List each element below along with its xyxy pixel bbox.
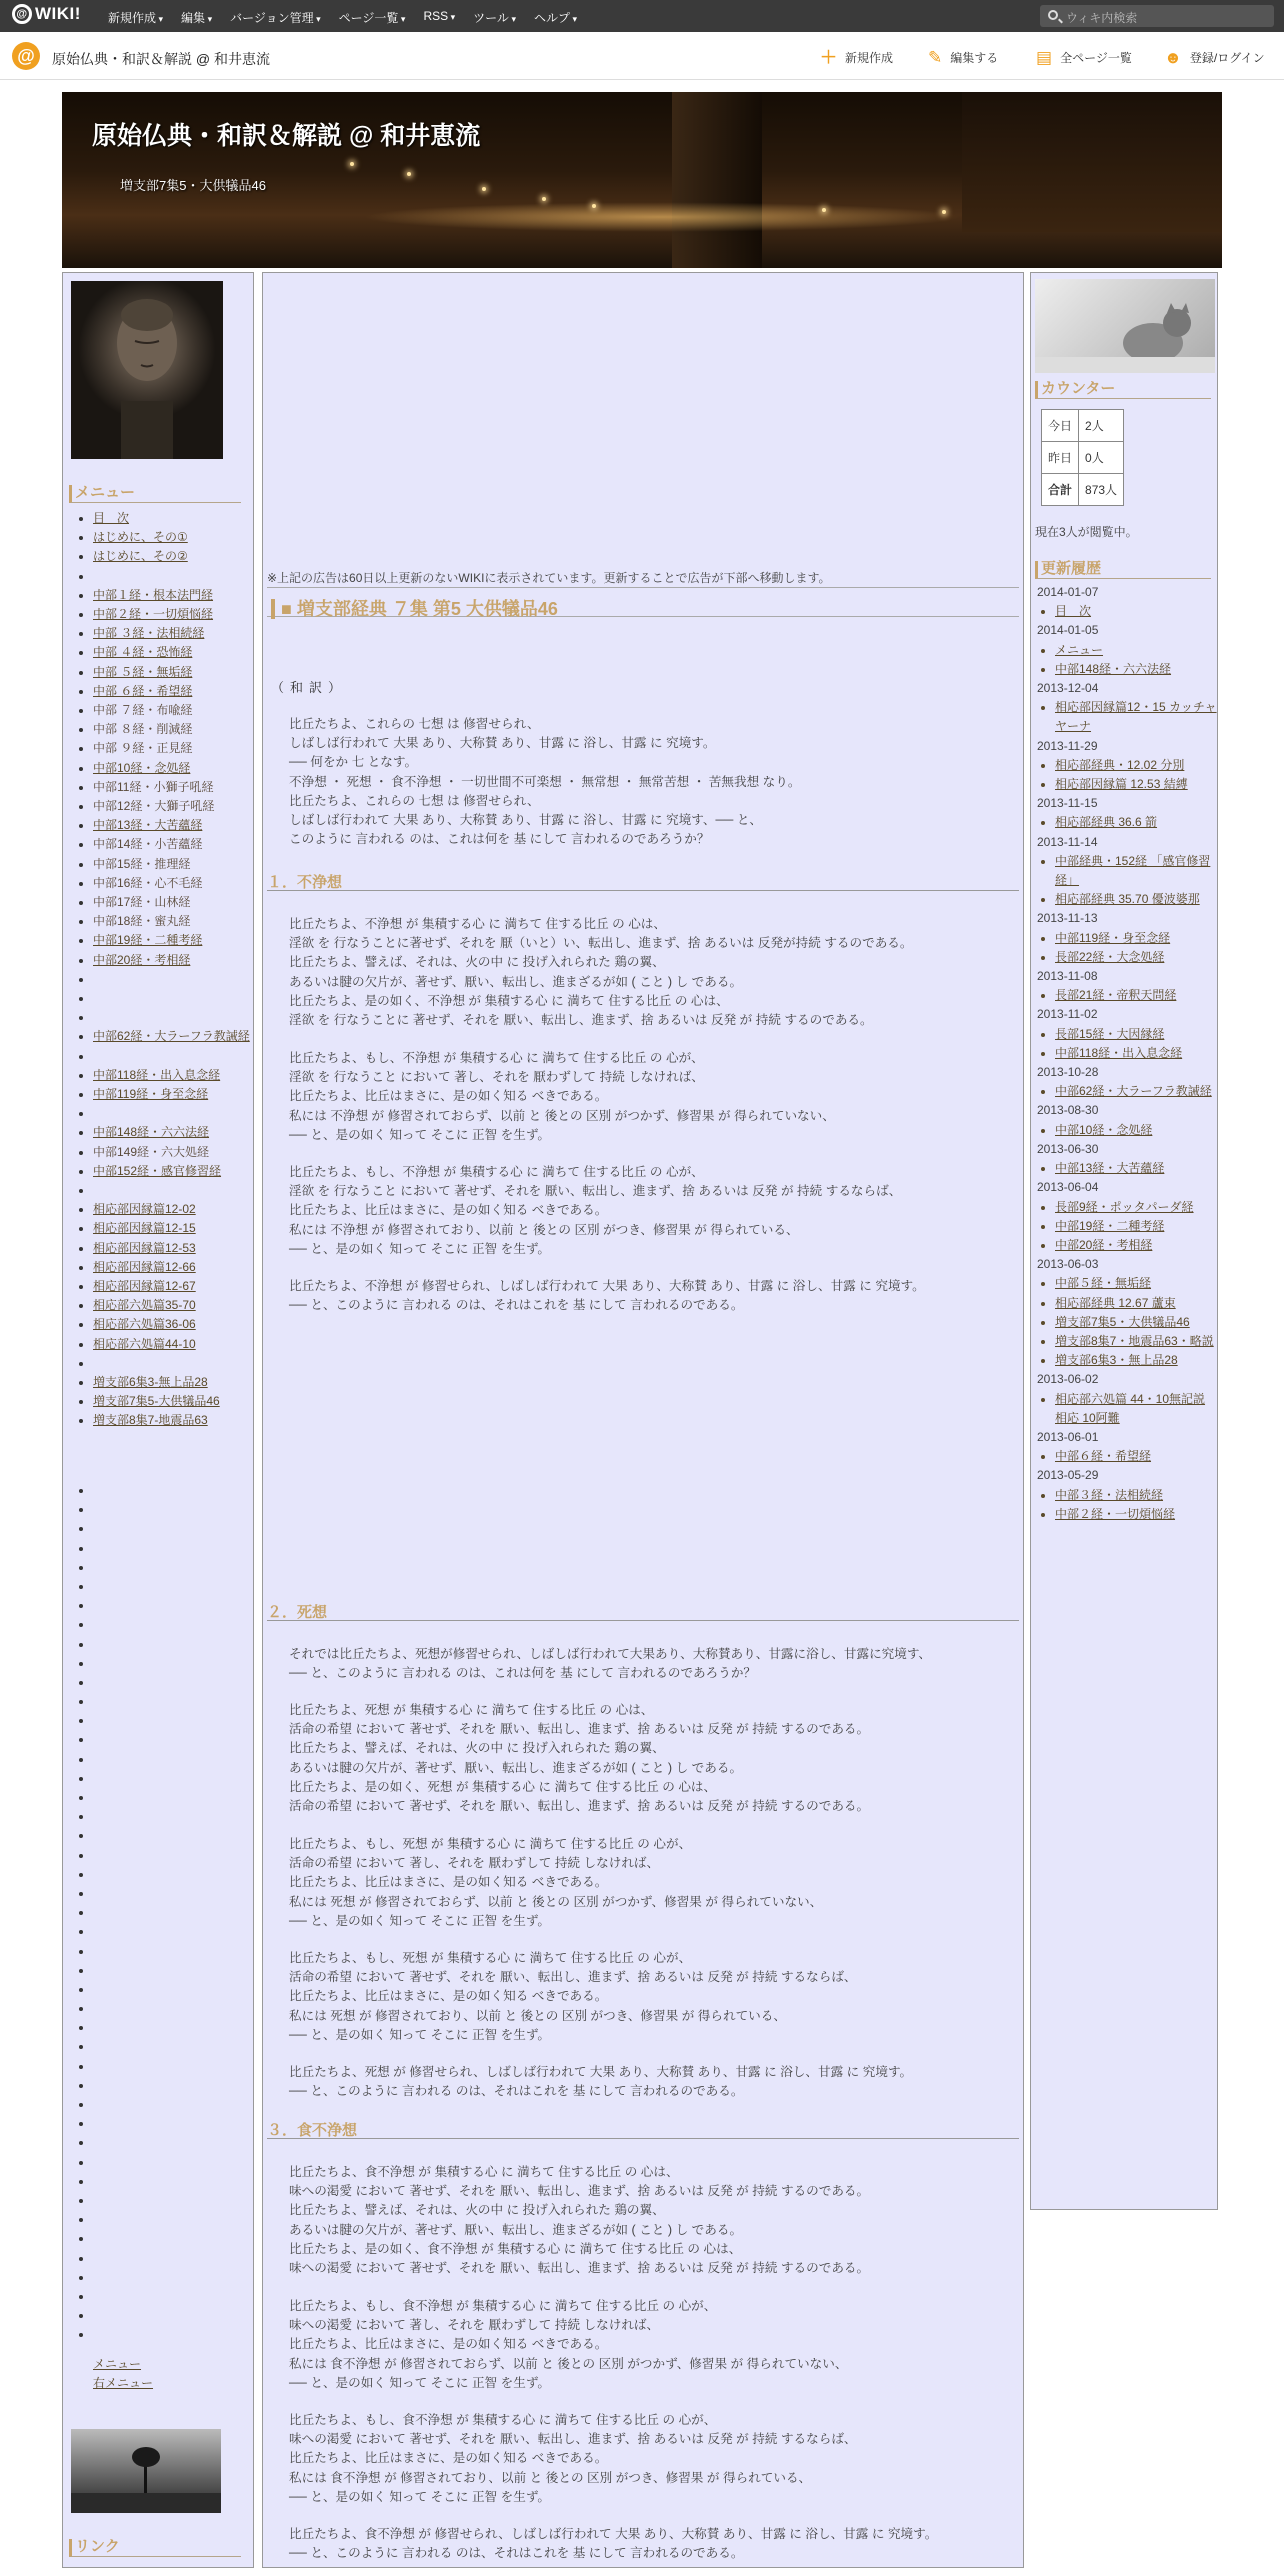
section-1-para-3: 比丘たちよ、もし、不浄想 が 集積する心 に 満ちて 住する比丘 の 心が、 淫欲 を 行なうこと において 著せず、それを 厭い、転出し、進まず、捨 あるいは 反発 が 持続 するならば、 比丘たちよ、比丘はまさに、是の如く知る べきである。 私には 不浄想 が 修習されており、以前 と 後との 区別 がつき、修習果 が 得られている、 ── と、是の如く 知って そこに 正智 を生ず。 xyxy=(289,1165,902,1256)
counter-row xyxy=(1042,410,1124,442)
menu-item[interactable] xyxy=(93,931,250,950)
pencil-icon: ✎ xyxy=(928,47,943,67)
recent-item-label: 中部148経・六六法経 xyxy=(1055,661,1172,676)
recent-item-label: 中部５経・無垢経 xyxy=(1055,1276,1152,1291)
menu-item[interactable] xyxy=(93,643,250,662)
ad-notice: ※上記の広告は60日以上更新のないWIKIに表示されています。更新することで広告が下部へ移動します。 xyxy=(267,571,831,585)
link-heading: リンク xyxy=(69,2539,241,2557)
menu-item[interactable] xyxy=(93,624,250,643)
counter-value: 873人 xyxy=(1079,474,1124,506)
menu-item-label: 中部13経・大苦蘊経 xyxy=(93,818,203,833)
recent-item[interactable] xyxy=(1055,698,1217,736)
recent-item[interactable] xyxy=(1055,1044,1217,1063)
menu-item-label: 中部 ７経・布喩経 xyxy=(93,703,193,718)
menu-item-label: 中部149経・六大処経 xyxy=(93,1144,210,1159)
menu-empty-list xyxy=(81,1481,93,2344)
recent-item-label: 相応部因縁篇 12.53 結縛 xyxy=(1055,777,1188,792)
menu-item-label: 中部12経・大獅子吼経 xyxy=(93,799,215,814)
recent-item[interactable] xyxy=(1055,1198,1217,1217)
top-menu xyxy=(108,9,595,26)
menu-item-label: 中部 ６経・希望経 xyxy=(93,683,193,698)
counter-label: 昨日 xyxy=(1042,442,1079,474)
menu-item-label: 相応部六処篇36-06 xyxy=(93,1317,196,1332)
left-sidebar xyxy=(62,272,254,2568)
menu-item[interactable] xyxy=(93,1315,250,1334)
counter-value: 0人 xyxy=(1079,442,1124,474)
recent-item[interactable] xyxy=(1055,660,1217,679)
menu-item xyxy=(93,912,250,931)
menu-item-label: はじめに、その① xyxy=(93,530,188,545)
section-2-para-3: 比丘たちよ、もし、死想 が 集積する心 に 満ちて 住する比丘 の 心が、 活命の希望 において 著せず、それを 厭い、転出し、進まず、捨 あるいは 反発 が 持続 するならば、 比丘たちよ、比丘はまさに、是の如く知る べきである。 私には 死想 が 修習されており、以前 と 後との 区別 がつき、修習果 が 得られている、 ── と、是の如く 知って そこに 正智 を生ず。 xyxy=(289,1951,857,2042)
counter-label: 合計 xyxy=(1042,474,1079,506)
section-1-para-2: 比丘たちよ、もし、不浄想 が 集積する心 に 満ちて 住する比丘 の 心が、 淫欲 を 行なうこと において 著し、それを 厭わずして 持続 しなければ、 比丘たちよ、比丘はまさに、是の如く知る べきである。 私には 不浄想 が 修習されておらず、以前 と 後との 区別 がつかず、修習果 が 得られていない、 ── と、是の如く 知って そこに 正智 を生ず。 xyxy=(289,1051,835,1142)
recent-item-label: 中部119経・身至念経 xyxy=(1055,930,1171,945)
recent-item-label: 中部２経・一切煩悩経 xyxy=(1055,1506,1176,1521)
login-button[interactable] xyxy=(1164,49,1265,66)
menu-item-label: 相応部因縁篇12-67 xyxy=(93,1279,196,1294)
recent-item[interactable] xyxy=(1055,852,1217,890)
menu-item-label: 中部２経・一切煩悩経 xyxy=(93,607,214,621)
menu-item xyxy=(93,701,250,720)
menu-item[interactable] xyxy=(93,1162,250,1181)
recent-item-label: 増支部8集7・地震品63・略説 xyxy=(1055,1333,1214,1348)
translation-label: （和訳） xyxy=(271,680,348,695)
recent-date: 2013-06-01 xyxy=(1037,1429,1099,1444)
wiki-header xyxy=(0,32,1284,80)
all-pages-label: 全ページ一覧 xyxy=(1060,51,1132,65)
menu-item-label: 増支部6集3-無上品28 xyxy=(93,1375,208,1390)
menu-item-label: 中部20経・考相経 xyxy=(93,952,191,967)
recent-date: 2013-08-30 xyxy=(1037,1103,1099,1118)
recent-item[interactable] xyxy=(1055,890,1217,909)
section-2-para-1: 比丘たちよ、死想 が 集積する心 に 満ちて 住する比丘 の 心は、 活命の希望 において 著せず、それを 厭い、転出し、進まず、捨 あるいは 反発 が 持続 するのである。 比丘たちよ、譬えば、それは、火の中 に 投げ入れられた 鶏の翼、 あるいは腱の欠片が、著せず、厭い、転出し、進まざるが如 ( こと ) し である。 比丘たちよ、是の如く、死想 が 集積する心 に 満ちて 住する比丘 の 心は、 活命の希望 において 著せず、それを 厭い、転出し、進まず、捨 あるいは 反発 が 持続 するのである。 xyxy=(289,1703,870,1814)
recent-item-label: 中部19経・二種考経 xyxy=(1055,1218,1165,1233)
menu-item xyxy=(93,778,250,797)
banner-building xyxy=(672,92,762,268)
menu-edit[interactable]: 編集 ▾ xyxy=(181,9,212,26)
counter-value: 2人 xyxy=(1079,410,1124,442)
section-2-heading: ２．死想 xyxy=(267,1601,1019,1621)
recent-item[interactable] xyxy=(1055,1217,1217,1236)
section-1-heading: １．不浄想 xyxy=(267,871,1019,891)
section-3-para-1: 比丘たちよ、食不浄想 が 集積する心 に 満ちて 住する比丘 の 心は、 味への渇愛 において 著せず、それを 厭い、転出し、進まず、捨 あるいは 反発 が 持続 するのである。 比丘たちよ、譬えば、それは、火の中 に 投げ入れられた 鶏の翼、 あるいは腱の欠片が、著せず、厭い、転出し、進まざるが如 ( こと ) し である。 比丘たちよ、是の如く、食不浄想 が 集積する心 に 満ちて 住する比丘 の 心は、 味への渇愛 において 著せず、それを 厭い、転出し、進まず、捨 あるいは 反発 が 持続 するのである。 xyxy=(289,2165,870,2276)
recent-item[interactable] xyxy=(1055,775,1217,794)
recent-item[interactable] xyxy=(1055,1390,1217,1428)
section-1-para-1: 比丘たちよ、不浄想 が 集積する心 に 満ちて 住する比丘 の 心は、 淫欲 を 行なうことに著せず、それを 厭（いと）い、転出し、進まず、捨 あるいは 反発が持続 するのである。 比丘たちよ、譬えば、それは、火の中 に 投げ入れられた 鶏の翼、 あるいは腱の欠片が、著せず、厭い、転出し、進まざるが如 ( こと ) し である。 比丘たちよ、是の如く、不浄想 が 集積する心 に 満ちて 住する比丘 の 心は、 淫欲 を 行なうことに 著せず、それを 厭い、転出し、進まず、捨 あるいは 反発 が 持続 するのである。 xyxy=(289,917,913,1028)
section-3-para-3: 比丘たちよ、もし、食不浄想 が 集積する心 に 満ちて 住する比丘 の 心が、 味への渇愛 において 著せず、それを 厭い、転出し、進まず、捨 あるいは 反発 が 持続 するならば、 比丘たちよ、比丘はまさに、是の如く知る べきである。 私には 食不浄想 が 修習されており、以前 と 後との 区別 がつき、修習果 が 得られている、 ── と、是の如く 知って そこに 正智 を生ず。 xyxy=(289,2413,857,2504)
menu-item-label: 相応部因縁篇12-15 xyxy=(93,1221,196,1236)
section-2-para-4: 比丘たちよ、死想 が 修習せられ、しばしば行われて 大果 あり、大称賛 あり、甘露 に 浴し、甘露 に 究境す。 ── と、このように 言われる のは、それはこれを 基 にして 言われるのである。 xyxy=(289,2065,913,2099)
recent-date: 2013-06-02 xyxy=(1037,1372,1099,1387)
recent-item[interactable] xyxy=(1055,1159,1217,1178)
viewing-count: 現在3人が閲覧中。 xyxy=(1035,525,1138,539)
menu-item[interactable] xyxy=(93,509,250,528)
right-sidebar xyxy=(1030,272,1218,2210)
recent-item[interactable] xyxy=(1055,1351,1217,1370)
menu-item[interactable] xyxy=(93,816,250,835)
login-label: 登録/ログイン xyxy=(1189,51,1265,65)
menu-item-label: 中部15経・推理経 xyxy=(93,856,191,871)
buddha-image xyxy=(71,281,223,459)
menu-item[interactable] xyxy=(93,1335,250,1354)
atwiki-topbar xyxy=(0,0,1284,32)
recent-date: 2013-11-14 xyxy=(1037,834,1098,849)
menu-item-label: はじめに、その② xyxy=(93,549,188,564)
users-icon: ☻ xyxy=(1164,47,1182,67)
recent-item[interactable] xyxy=(1055,1486,1217,1505)
menu-item-label: 中部 ８経・削減経 xyxy=(93,722,193,737)
counter-label: 今日 xyxy=(1042,410,1079,442)
menu-item-label: 中部14経・小苦蘊経 xyxy=(93,837,203,852)
menu-item-label: 中部11経・小獅子吼経 xyxy=(93,779,214,794)
menu-spacer xyxy=(93,989,250,1008)
recent-item-label: 相応部経典・12.02 分別 xyxy=(1055,757,1185,772)
menu-item-label: 増支部8集7-地震品63 xyxy=(93,1413,208,1428)
menu-item-label: 相応部因縁篇12-66 xyxy=(93,1259,196,1274)
document-icon: ▤ xyxy=(1036,47,1053,67)
recent-heading: 更新履歴 xyxy=(1035,561,1211,579)
menu-spacer xyxy=(93,1354,250,1373)
menu-item[interactable] xyxy=(93,759,250,778)
recent-item-label: 相応部経典 36.6 箭 xyxy=(1055,815,1158,830)
recent-item[interactable] xyxy=(1055,1447,1217,1466)
recent-date: 2013-11-02 xyxy=(1037,1007,1098,1022)
menu-item-label: 相応部六処篇35-70 xyxy=(93,1298,196,1313)
new-page-button[interactable] xyxy=(820,49,893,66)
menu-item-label: 相応部六処篇44-10 xyxy=(93,1336,196,1351)
menu-item[interactable] xyxy=(93,547,250,566)
recent-item-label: 中部３経・法相続経 xyxy=(1055,1487,1164,1502)
menu-item[interactable] xyxy=(93,1296,250,1315)
menu-item[interactable] xyxy=(93,1239,250,1258)
menu-item xyxy=(93,739,250,758)
main-content xyxy=(262,272,1024,2568)
recent-item-label: 相応部因縁篇12・15 カッチャヤーナ xyxy=(1055,700,1217,734)
recent-item-label: 長部21経・帝釈天問経 xyxy=(1055,988,1177,1003)
lamp-icon xyxy=(822,208,826,212)
menu-item[interactable] xyxy=(93,1373,250,1392)
buddha-icon xyxy=(71,281,223,459)
recent-item[interactable] xyxy=(1055,1505,1217,1524)
edit-button[interactable] xyxy=(928,49,998,66)
recent-date: 2013-11-13 xyxy=(1037,911,1098,926)
recent-date: 2013-10-28 xyxy=(1037,1065,1099,1080)
edit-label: 編集する xyxy=(950,51,999,65)
recent-item-label: 中部10経・念処経 xyxy=(1055,1122,1153,1137)
menu-spacer xyxy=(93,970,250,989)
recent-date: 2013-11-29 xyxy=(1037,738,1098,753)
wiki-icon[interactable]: @ xyxy=(12,42,40,70)
logo-text: WIKI! xyxy=(35,4,81,23)
banner-subtitle: 増支部7集5・大供犠品46 xyxy=(120,178,266,193)
menu-help[interactable]: ヘルプ ▾ xyxy=(534,9,577,26)
menu-item-label: 中部10経・念処経 xyxy=(93,760,191,775)
recent-item[interactable] xyxy=(1055,813,1217,832)
atwiki-logo[interactable] xyxy=(12,4,81,24)
counter-row xyxy=(1042,442,1124,474)
recent-item[interactable] xyxy=(1055,1236,1217,1255)
menu-item-label: 増支部7集5-大供犠品46 xyxy=(93,1394,220,1409)
menu-item xyxy=(93,835,250,854)
wiki-search-input[interactable] xyxy=(1040,5,1274,27)
banner-lights xyxy=(362,202,962,232)
recent-date: 2013-11-15 xyxy=(1037,796,1098,811)
lamp-icon xyxy=(592,204,596,208)
recent-item-label: 中部13経・大苦蘊経 xyxy=(1055,1161,1165,1176)
menu-item-label: 中部18経・蜜丸経 xyxy=(93,914,191,929)
menu-spacer xyxy=(93,1181,250,1200)
recent-updates xyxy=(1033,583,1217,1524)
menu-bottom-links xyxy=(93,2355,153,2393)
menu-rss[interactable]: RSS ▾ xyxy=(423,9,455,26)
menu-item-label: 相応部因縁篇12-02 xyxy=(93,1202,196,1217)
tree-image xyxy=(71,2429,221,2513)
recent-item-label: 相応部経典 12.67 蘆束 xyxy=(1055,1295,1176,1310)
page-title xyxy=(267,587,1019,617)
lamp-icon xyxy=(482,187,486,191)
at-icon: @ xyxy=(12,4,32,24)
recent-item-label: 中部経典・152経 「感官修習経」 xyxy=(1055,853,1211,888)
header-banner xyxy=(62,92,1222,268)
menu-spacer xyxy=(93,1047,250,1066)
section-3-para-2: 比丘たちよ、もし、食不浄想 が 集積する心 に 満ちて 住する比丘 の 心が、 味への渇愛 において 著し、それを 厭わずして 持続 しなければ、 比丘たちよ、比丘はまさに、是の如く知る べきである。 私には 食不浄想 が 修習されておらず、以前 と 後との 区別 がつかず、修習果 が 得られていない、 ── と、是の如く 知って そこに 正智 を生ず。 xyxy=(289,2299,848,2390)
menu-tools[interactable]: ツール ▾ xyxy=(473,9,516,26)
menu-pagelist[interactable]: ページ一覧 ▾ xyxy=(339,9,406,26)
menu-item xyxy=(93,797,250,816)
counter-heading: カウンター xyxy=(1035,381,1211,399)
menu-item xyxy=(93,720,250,739)
cat-icon xyxy=(1035,279,1215,373)
recent-item[interactable] xyxy=(1055,1313,1217,1332)
banner-building-right xyxy=(962,92,1222,232)
recent-item[interactable] xyxy=(1055,641,1217,660)
menu-item[interactable] xyxy=(93,682,250,701)
recent-item[interactable] xyxy=(1055,986,1217,1005)
recent-item-label: 中部20経・考相経 xyxy=(1055,1237,1153,1252)
menu-item[interactable] xyxy=(93,1085,250,1104)
menu-item[interactable] xyxy=(93,1411,250,1430)
recent-item-label: 増支部6集3・無上品28 xyxy=(1055,1353,1178,1368)
recent-item-label: メニュー xyxy=(1055,642,1104,657)
intro-text: 比丘たちよ、これらの 七想 は 修習せられ、 しばしば行われて 大果 あり、大称賛 あり、甘露 に 浴し、甘露 に 究境す。 ── 何をか 七 となす。 不浄想 ・ 死想 ・ 食不浄想 ・ 一切世間不可楽想 ・ 無常想 ・ 無常苦想 ・ 苦無我想 なり。 比丘たちよ、これらの 七想 は 修習せられ、 しばしば行われて 大果 あり、大称賛 あり、甘露 に 浴し、甘露 に 究境す、── と、 このように 言われる のは、これは何を 基 にして 言われるのであろうか？ xyxy=(289,717,801,847)
menu-spacer xyxy=(93,567,250,586)
menu-item[interactable] xyxy=(93,1200,250,1219)
menu-item[interactable] xyxy=(93,1066,250,1085)
section-2-para-2: 比丘たちよ、もし、死想 が 集積する心 に 満ちて 住する比丘 の 心が、 活命の希望 において 著し、それを 厭わずして 持続 しなければ、 比丘たちよ、比丘はまさに、是の如く知る べきである。 私には 死想 が 修習されておらず、以前 と 後との 区別 がつかず、修習果 が 得られていない、 ── と、是の如く 知って そこに 正智 を生ず。 xyxy=(289,1837,823,1928)
menu-item[interactable] xyxy=(93,663,250,682)
menu-item-label: 中部１経・根本法門経 xyxy=(93,587,214,602)
lamp-icon xyxy=(942,210,946,214)
recent-date: 2013-06-04 xyxy=(1037,1180,1099,1195)
recent-item[interactable] xyxy=(1055,1274,1217,1293)
menu-item-label: 中部118経・出入息念経 xyxy=(93,1067,221,1082)
menu-new[interactable]: 新規作成 ▾ xyxy=(108,9,163,26)
menu-item xyxy=(93,1143,250,1162)
recent-item-label: 目 次 xyxy=(1055,604,1092,619)
menu-item[interactable] xyxy=(93,1027,250,1046)
counter-row xyxy=(1042,474,1124,506)
menu-spacer xyxy=(93,1008,250,1027)
menu-item-label: 中部152経・感官修習経 xyxy=(93,1163,222,1178)
recent-date: 2014-01-07 xyxy=(1037,585,1099,599)
search-placeholder: ウィキ内検索 xyxy=(1066,11,1138,25)
recent-item[interactable] xyxy=(1055,1332,1217,1351)
recent-item-label: 相応部経典 35.70 優波婆那 xyxy=(1055,892,1200,907)
menu-version[interactable]: バージョン管理 ▾ xyxy=(230,9,321,26)
recent-item-label: 中部62経・大ラーフラ教誡経 xyxy=(1055,1084,1212,1099)
menu-heading: メニュー xyxy=(69,485,241,503)
section-1-para-4: 比丘たちよ、不浄想 が 修習せられ、しばしば行われて 大果 あり、大称賛 あり、甘露 に 浴し、甘露 に 究境す。 ── と、このように 言われる のは、それはこれを 基 にして 言われるのである。 xyxy=(289,1279,925,1313)
recent-item-label: 長部15経・大因縁経 xyxy=(1055,1026,1165,1041)
menu-item-label: 中部148経・六六法経 xyxy=(93,1125,210,1140)
lamp-icon xyxy=(542,197,546,201)
recent-date: 2013-12-04 xyxy=(1037,681,1099,696)
menu-link[interactable]: メニュー xyxy=(93,2357,142,2371)
recent-item-label: 増支部7集5・大供犠品46 xyxy=(1055,1314,1190,1329)
menu-item[interactable] xyxy=(93,1277,250,1296)
new-page-label: 新規作成 xyxy=(845,51,894,65)
menu-item[interactable] xyxy=(93,1123,250,1142)
plus-icon: ＋ xyxy=(820,47,837,67)
menu-item-label: 中部62経・大ラーフラ教誡経 xyxy=(93,1029,250,1044)
recent-item[interactable] xyxy=(1055,1121,1217,1140)
recent-item[interactable] xyxy=(1055,1294,1217,1313)
menu-item[interactable] xyxy=(93,951,250,970)
recent-date: 2013-06-30 xyxy=(1037,1141,1099,1156)
lamp-icon xyxy=(350,162,354,166)
menu-item-label: 中部 ９経・正見経 xyxy=(93,741,193,756)
search-icon xyxy=(1048,10,1058,20)
page-title-text: ■ 増支部経典 ７集 第5 大供犠品46 xyxy=(271,599,558,619)
recent-date: 2013-05-29 xyxy=(1037,1468,1099,1483)
menu-item[interactable] xyxy=(93,605,250,624)
recent-date: 2013-06-03 xyxy=(1037,1257,1099,1272)
menu-item-label: 中部16経・心不毛経 xyxy=(93,875,203,890)
menu-item-label: 中部19経・二種考経 xyxy=(93,933,203,948)
counter-table xyxy=(1041,409,1124,506)
right-menu-link[interactable]: 右メニュー xyxy=(93,2376,154,2391)
recent-item[interactable] xyxy=(1055,929,1217,948)
recent-date: 2013-11-08 xyxy=(1037,969,1098,984)
recent-item-label: 長部22経・大念処経 xyxy=(1055,949,1165,964)
menu-item-label: 中部 ４経・恐怖経 xyxy=(93,645,193,660)
menu-item xyxy=(93,893,250,912)
section-3-heading: ３．食不浄想 xyxy=(267,2119,1019,2139)
tree-icon xyxy=(71,2429,221,2513)
menu-list xyxy=(81,509,250,1431)
lamp-icon xyxy=(407,172,411,176)
menu-item[interactable] xyxy=(93,1392,250,1411)
recent-item-label: 中部６経・希望経 xyxy=(1055,1449,1152,1464)
recent-item[interactable] xyxy=(1055,602,1217,621)
all-pages-button[interactable] xyxy=(1036,49,1132,66)
recent-item[interactable] xyxy=(1055,1025,1217,1044)
menu-item-label: 中部 ３経・法相続経 xyxy=(93,626,205,641)
menu-item[interactable] xyxy=(93,528,250,547)
recent-item[interactable] xyxy=(1055,1082,1217,1101)
recent-item-label: 中部118経・出入息念経 xyxy=(1055,1045,1183,1060)
section-3-para-4: 比丘たちよ、食不浄想 が 修習せられ、しばしば行われて 大果 あり、大称賛 あり、甘露 に 浴し、甘露 に 究境す。 ── と、このように 言われる のは、それはこれを 基 にして 言われるのである。 xyxy=(289,2527,938,2561)
cat-image xyxy=(1035,279,1215,373)
recent-date: 2014-01-05 xyxy=(1037,623,1099,638)
menu-item xyxy=(93,874,250,893)
menu-item-label: 中部17経・山林経 xyxy=(93,895,191,910)
recent-item[interactable] xyxy=(1055,756,1217,775)
menu-item-label: 中部119経・身至念経 xyxy=(93,1087,209,1102)
menu-item xyxy=(93,855,250,874)
recent-item[interactable] xyxy=(1055,948,1217,967)
menu-item[interactable] xyxy=(93,586,250,605)
banner-title: 原始仏典・和訳＆解説 @ 和井恵流 xyxy=(92,122,481,150)
wiki-name[interactable]: 原始仏典・和訳＆解説 @ 和井恵流 xyxy=(52,51,270,67)
menu-spacer xyxy=(93,1104,250,1123)
menu-item[interactable] xyxy=(93,1258,250,1277)
recent-item-label: 相応部六処篇 44・10無記説相応 10阿難 xyxy=(1055,1391,1206,1425)
menu-item-label: 相応部因縁篇12-53 xyxy=(93,1240,196,1255)
menu-item[interactable] xyxy=(93,1219,250,1238)
menu-item-label: 中部 ５経・無垢経 xyxy=(93,664,193,679)
menu-item-label: 目 次 xyxy=(93,511,130,525)
recent-item-label: 長部9経・ポッタパーダ経 xyxy=(1055,1199,1194,1214)
section-2-para-0: それでは比丘たちよ、死想が修習せられ、しばしば行われて大果あり、大称賛あり、甘露に浴し、甘露に究境す、 ── と、このように 言われる のは、これは何を 基 にして 言われるのであろうか？ xyxy=(289,1647,932,1681)
